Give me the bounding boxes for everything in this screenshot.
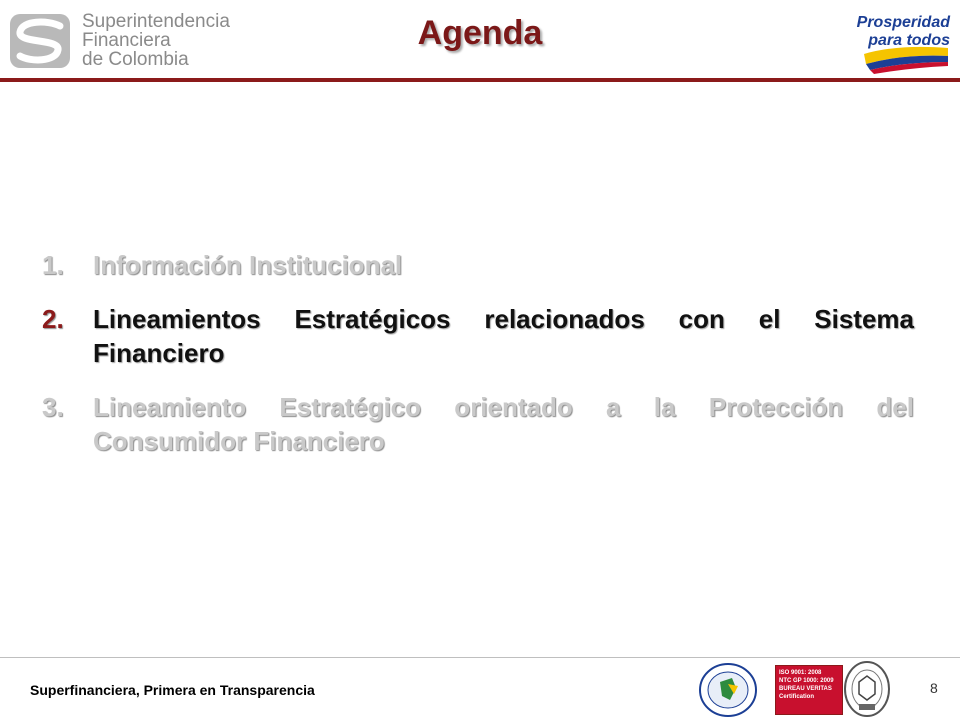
- logo-prosperidad-text: Prosperidad: [856, 14, 950, 31]
- logo-para-todos-text: para todos: [868, 32, 950, 49]
- agenda-item-1: [42, 248, 914, 282]
- bureau-veritas-seal-icon: [843, 660, 891, 718]
- page-number: 8: [930, 680, 938, 696]
- cert-line-3: BUREAU VERITAS: [779, 686, 832, 692]
- agenda-item-2: [42, 302, 914, 370]
- agenda-list: [42, 248, 914, 478]
- logo-line-1: Superintendencia: [82, 11, 230, 32]
- footer-divider: [0, 657, 960, 658]
- cert-line-4: Certification: [779, 694, 815, 700]
- agenda-item-text: Información Institucional: [93, 250, 403, 280]
- agenda-item-text: Lineamientos Estratégicos relacionados con el Sistema Financiero: [93, 304, 914, 368]
- agenda-item-number: 1.: [42, 250, 64, 280]
- page-title: Agenda: [417, 14, 543, 52]
- cert-line-1: ISO 9001: 2008: [779, 670, 822, 676]
- cert-line-2: NTC GP 1000: 2009: [779, 678, 834, 684]
- iso-certification-badge: [775, 665, 843, 715]
- agenda-item-number: 3.: [42, 392, 64, 422]
- logo-line-3: de Colombia: [82, 49, 189, 70]
- agenda-item-number: 2.: [42, 304, 64, 334]
- prosperidad-logo: [858, 10, 950, 76]
- header-divider: [0, 78, 960, 82]
- footer-tagline: Superfinanciera, Primera en Transparencia: [30, 682, 315, 698]
- logo-line-2: Financiera: [82, 30, 171, 51]
- agenda-item-3: [42, 390, 914, 458]
- quality-seal-icon: [698, 662, 758, 718]
- agenda-item-text: Lineamiento Estratégico orientado a la Protección del Consumidor Financiero: [93, 392, 914, 456]
